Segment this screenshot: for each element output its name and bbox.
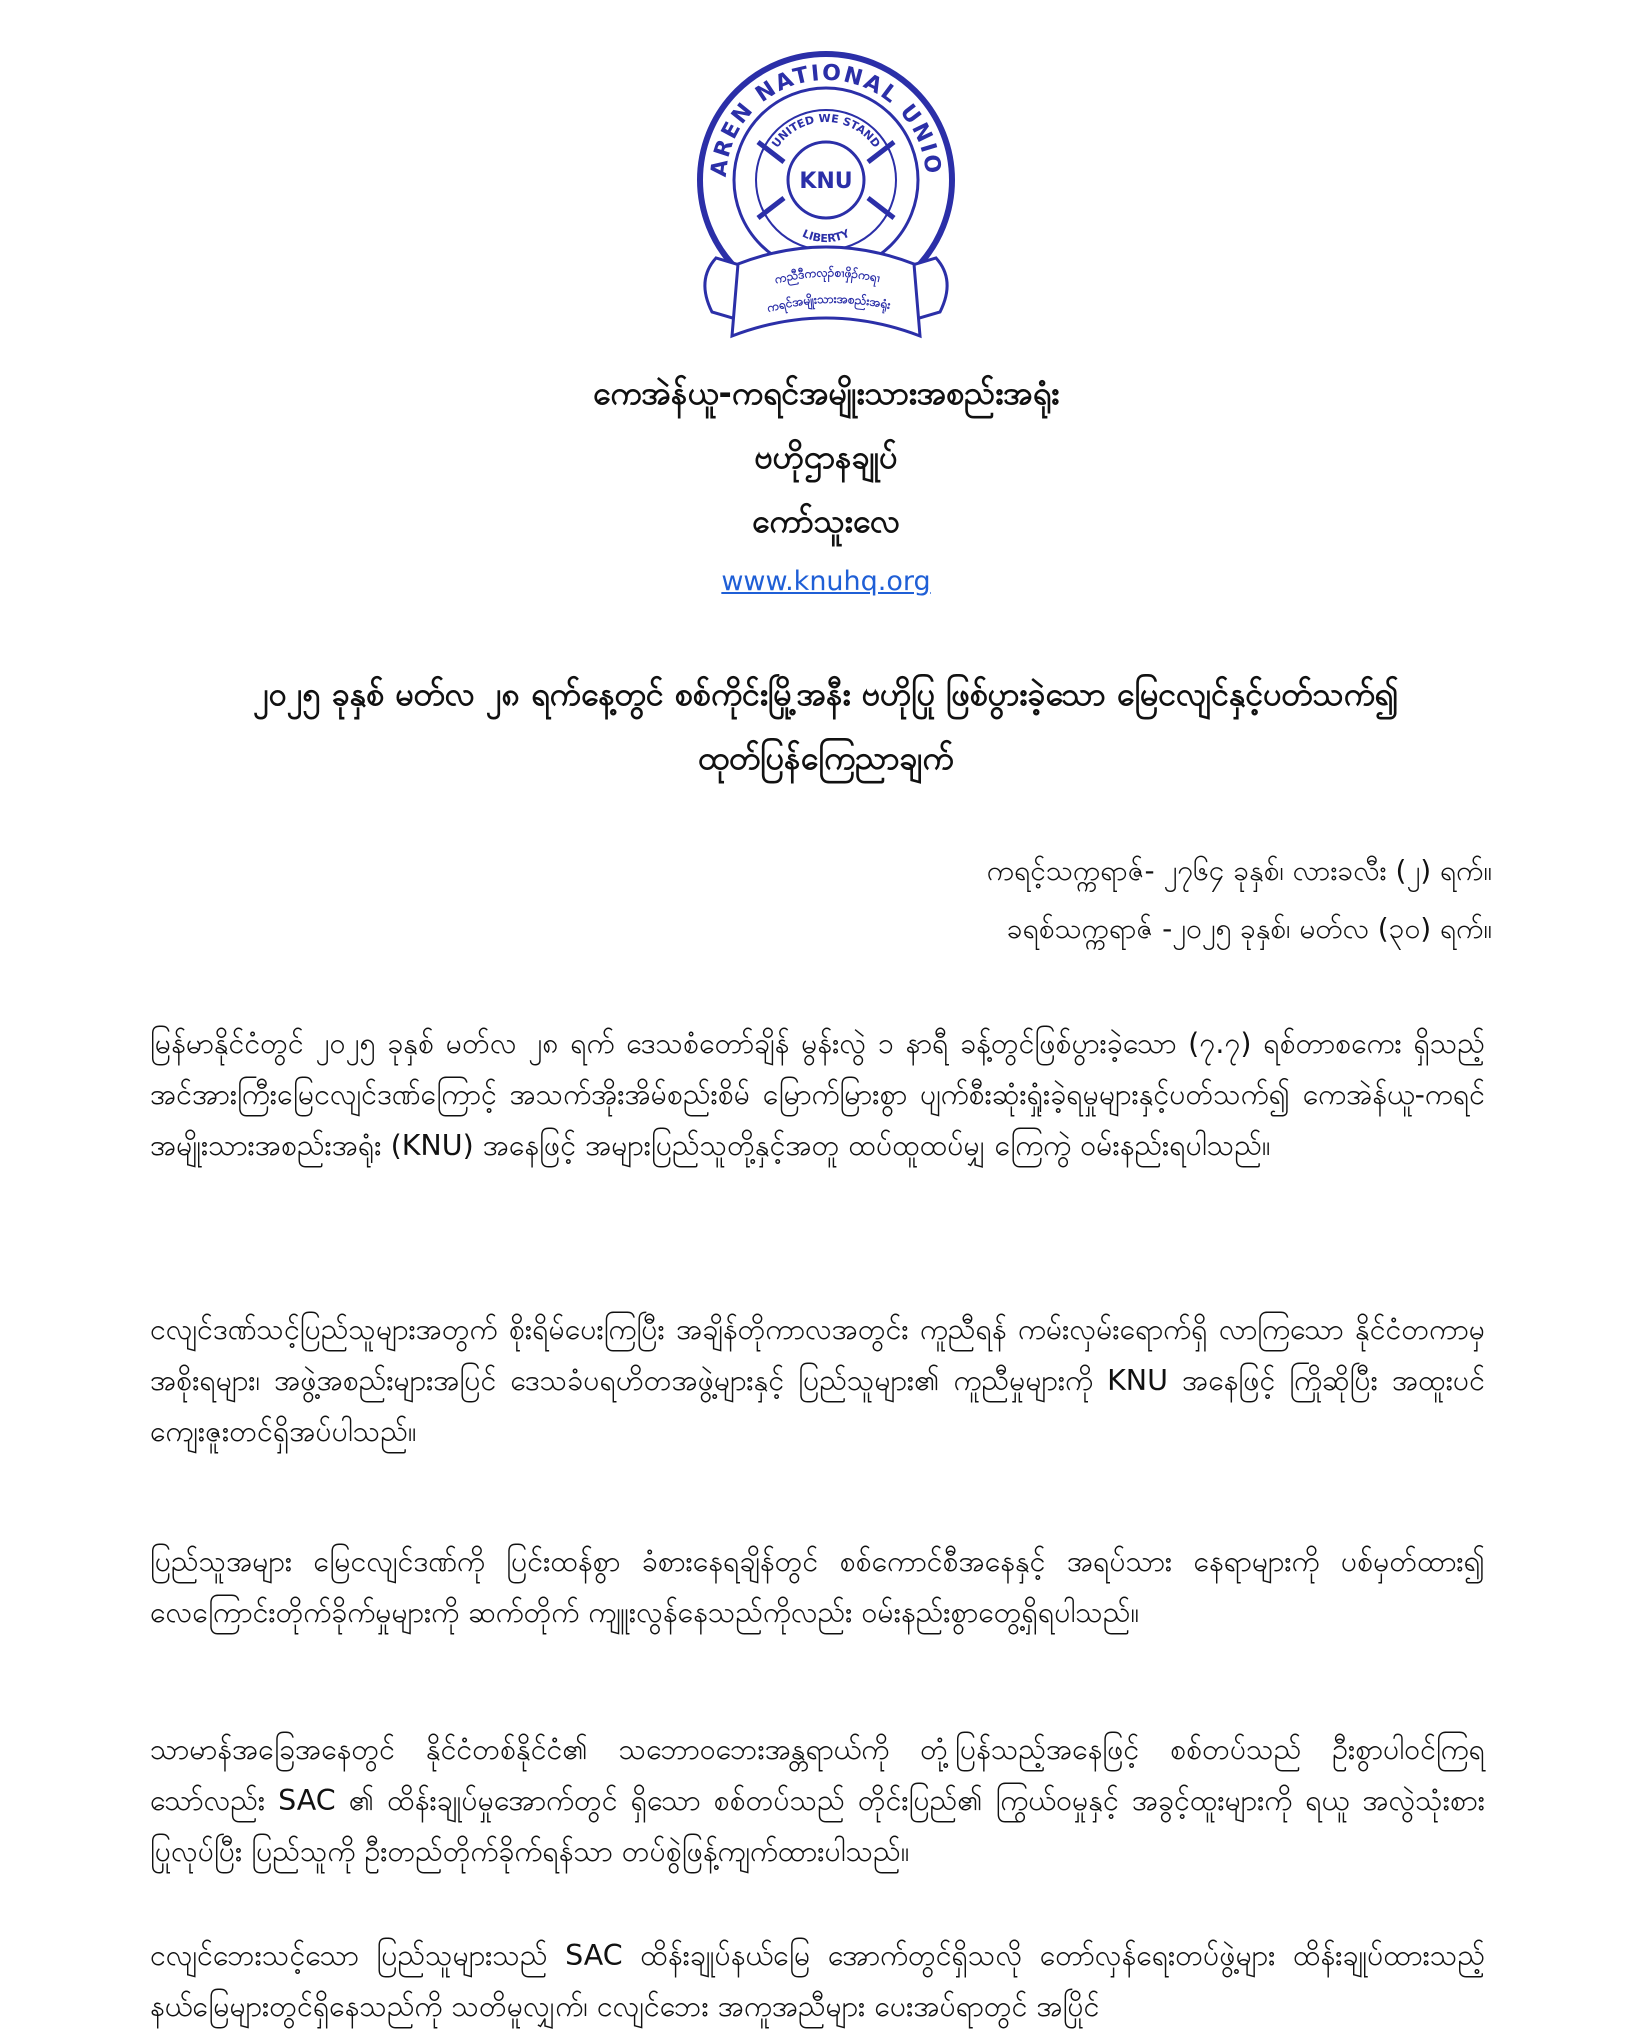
website-link[interactable]: www.knuhq.org: [721, 566, 931, 597]
paragraph-2: ငလျင်ဒဏ်သင့်ပြည်သူများအတွက် စိုးရိမ်ပေးကြပြီး အချိန်တိုကာလအတွင်း ကူညီရန် ကမ်းလှမ်းရောက်ရှိ လာကြသော နိုင်ငံတကာမှ အစိုးရများ၊ အဖွဲ့အစည်းများအပြင် ဒေသခံပရဟိတအဖွဲ့များနှင့် ပြည်သူများ၏ ကူညီမှုများကို KNU အနေဖြင့် ကြိုဆိုပြီး အထူးပင် ကျေးဇူးတင်ရှိအပ်ပါသည်။: [150, 1313, 1485, 1448]
location-name: ကော်သူးလေ: [751, 502, 901, 540]
logo-center-text: KNU: [799, 169, 853, 194]
logo-ribbon-text-1: ကညီဒီကလုၣ်စၢဖှိၣ်ကရၢ: [773, 265, 882, 287]
logo-inner-bottom-text: LIBERTY: [800, 226, 852, 246]
svg-text:UNITED WE STAND: [769, 112, 882, 150]
statement-title: ၂၀၂၅ ခုနှစ် မတ်လ ၂၈ ရက်နေ့တွင် စစ်ကိုင်းမြို့အနီး ဗဟိုပြု ဖြစ်ပွားခဲ့သော မြေငလျင်နှင့်ပတ်သက်၍ ထုတ်ပြန်ကြေညာချက်: [253, 675, 1399, 777]
svg-text:LIBERTY: [800, 227, 852, 246]
paragraph-1: မြန်မာနိုင်ငံတွင် ၂၀၂၅ ခုနှစ် မတ်လ ၂၈ ရက် ဒေသစံတော်ချိန် မွန်းလွဲ ၁ နာရီ ခန့်တွင်ဖြစ်ပွားခဲ့သော (၇.၇) ရစ်တာစကေး ရှိသည့် အင်အားကြီးမြေငလျင်ဒဏ်ကြောင့် အသက်အိုးအိမ်စည်းစိမ် မြောက်မြားစွာ ပျက်စီးဆုံးရှုံးခဲ့ရမှုများနှင့်ပတ်သက်၍ ကေအဲန်ယူ-ကရင်အမျိုးသားအစည်းအရုံး (KNU) အနေဖြင့် အများပြည်သူတို့နှင့်အတူ ထပ်ထူထပ်မျှ ကြေကွဲ ဝမ်းနည်းရပါသည်။: [150, 1027, 1485, 1162]
logo-ribbon-text-2: ကရင်အမျိုးသားအစည်းအရုံး: [765, 291, 892, 316]
paragraph-3: ပြည်သူအများ မြေငလျင်ဒဏ်ကို ပြင်းထန်စွာ ခံစားနေရချိန်တွင် စစ်ကောင်စီအနေနှင့် အရပ်သား နေရာများကို ပစ်မှတ်ထား၍ လေကြောင်းတိုက်ခိုက်မှုများကို ဆက်တိုက် ကျူးလွန်နေသည်ကိုလည်း ဝမ်းနည်းစွာတွေ့ရှိရပါသည်။: [150, 1545, 1485, 1629]
karen-date: ကရင့်သက္ကရာဇ်- ၂၇၆၄ ခုနှစ်၊ လားခလီး (၂) ရက်။: [986, 854, 1492, 887]
organization-name: ကေအဲန်ယူ-ကရင်အမျိုးသားအစည်းအရုံး: [592, 374, 1060, 412]
office-name: ဗဟိုဌာနချုပ်: [754, 438, 898, 476]
knu-emblem-icon: [676, 30, 976, 350]
christian-date: ခရစ်သက္ကရာဇ် -၂၀၂၅ ခုနှစ်၊ မတ်လ (၃၀) ရက်။: [1006, 912, 1492, 945]
date-block: [987, 842, 1492, 958]
knu-logo: [676, 30, 976, 350]
logo-ring-text: AREN NATIONAL UNIO: [706, 60, 946, 179]
paragraph-5: ငလျင်ဘေးသင့်သော ပြည်သူများသည် SAC ထိန်းချုပ်နယ်မြေ အောက်တွင်ရှိသလို တော်လှန်ရေးတပ်ဖွဲ့များ ထိန်းချုပ်ထားသည့် နယ်မြေများတွင်ရှိနေသည်ကို သတိမူလျှက်၊ ငလျင်ဘေး အကူအညီများ ပေးအပ်ရာတွင် အပြိုင်: [150, 1939, 1485, 2023]
logo-inner-top-text: UNITED WE STAND: [769, 111, 883, 151]
paragraph-4: သာမာန်အခြေအနေတွင် နိုင်ငံတစ်နိုင်ငံ၏ သဘောဝဘေးအန္တရာယ်ကို တုံ့ပြန်သည့်အနေဖြင့် စစ်တပ်သည် ဦးစွာပါဝင်ကြရသော်လည်း SAC ၏ ထိန်းချုပ်မှုအောက်တွင် ရှိသော စစ်တပ်သည် တိုင်းပြည်၏ ကြွယ်ဝမှုနှင့် အခွင့်ထူးများကို ရယူ အလွဲသုံးစားပြုလုပ်ပြီး ပြည်သူကို ဦးတည်တိုက်ခိုက်ရန်သာ တပ်စွဲဖြန့်ကျက်ထားပါသည်။: [150, 1733, 1485, 1868]
